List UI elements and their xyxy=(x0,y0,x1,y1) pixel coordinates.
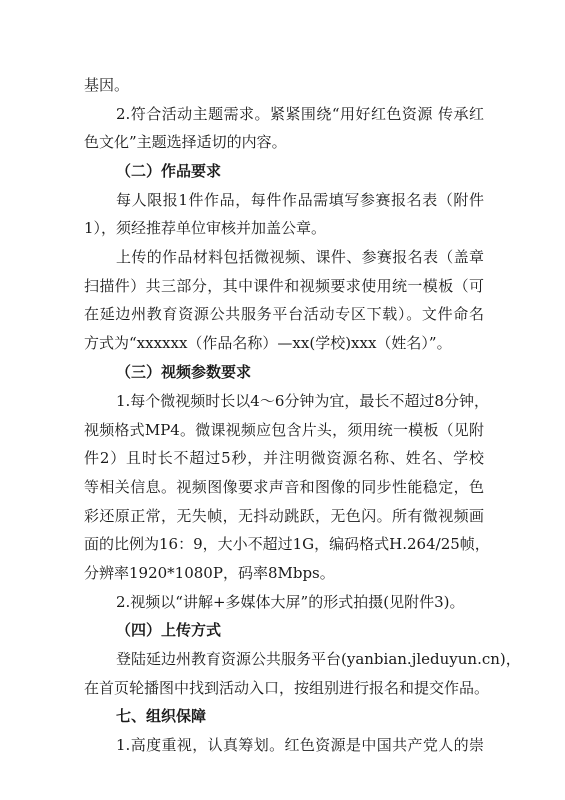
body-text: 1.高度重视，认真筹划。红色资源是中国共产党人的崇 xyxy=(116,736,484,754)
body-text: 色文化”主题选择适切的内容。 xyxy=(84,133,287,151)
section-heading: （三）视频参数要求 xyxy=(116,363,252,381)
body-text: 视频格式MP4。微课视频应包含片头，须用统一模板（见附 xyxy=(84,421,484,439)
body-text: 在首页轮播图中找到活动入口，按组别进行报名和提交作品。 xyxy=(84,679,490,697)
body-text: 方式为“xxxxxx（作品名称）—xx(学校)xxx（姓名）”。 xyxy=(84,334,452,352)
body-text: 2.符合活动主题需求。紧紧围绕“用好红色资源 传承红 xyxy=(116,105,484,123)
body-text: 彩还原正常，无失帧，无抖动跳跃，无色闪。所有微视频画 xyxy=(84,507,484,525)
body-text: 等相关信息。视频图像要求声音和图像的同步性能稳定，色 xyxy=(84,478,484,496)
body-text: 登陆延边州教育资源公共服务平台(yanbian.jleduyun.cn)， xyxy=(116,650,521,668)
body-text: 2.视频以“讲解+多媒体大屏”的形式拍摄(见附件3)。 xyxy=(116,593,465,611)
body-text: 面的比例为16：9，大小不超过1G，编码格式H.264/25帧， xyxy=(84,535,490,553)
body-text: 件2）且时长不超过5秒，并注明微资源名称、姓名、学校 xyxy=(84,449,484,467)
body-text: 上传的作品材料包括微视频、课件、参赛报名表（盖章 xyxy=(116,248,484,266)
body-text: 分辨率1920*1080P，码率8Mbps。 xyxy=(84,564,335,582)
body-text: 基因。 xyxy=(84,76,130,94)
body-text: 在延边州教育资源公共服务平台活动专区下载）。文件命名 xyxy=(84,305,484,323)
section-heading: （四）上传方式 xyxy=(116,621,222,639)
section-heading: （二）作品要求 xyxy=(116,162,222,180)
body-text: 1），须经推荐单位审核并加盖公章。 xyxy=(84,219,327,237)
chapter-heading: 七、组织保障 xyxy=(116,707,207,725)
body-text: 1.每个微视频时长以4～6分钟为宜，最长不超过8分钟， xyxy=(116,392,489,410)
body-text: 每人限报1件作品，每件作品需填写参赛报名表（附件 xyxy=(116,191,484,209)
body-text: 扫描件）共三部分，其中课件和视频要求使用统一模板（可 xyxy=(84,277,484,295)
